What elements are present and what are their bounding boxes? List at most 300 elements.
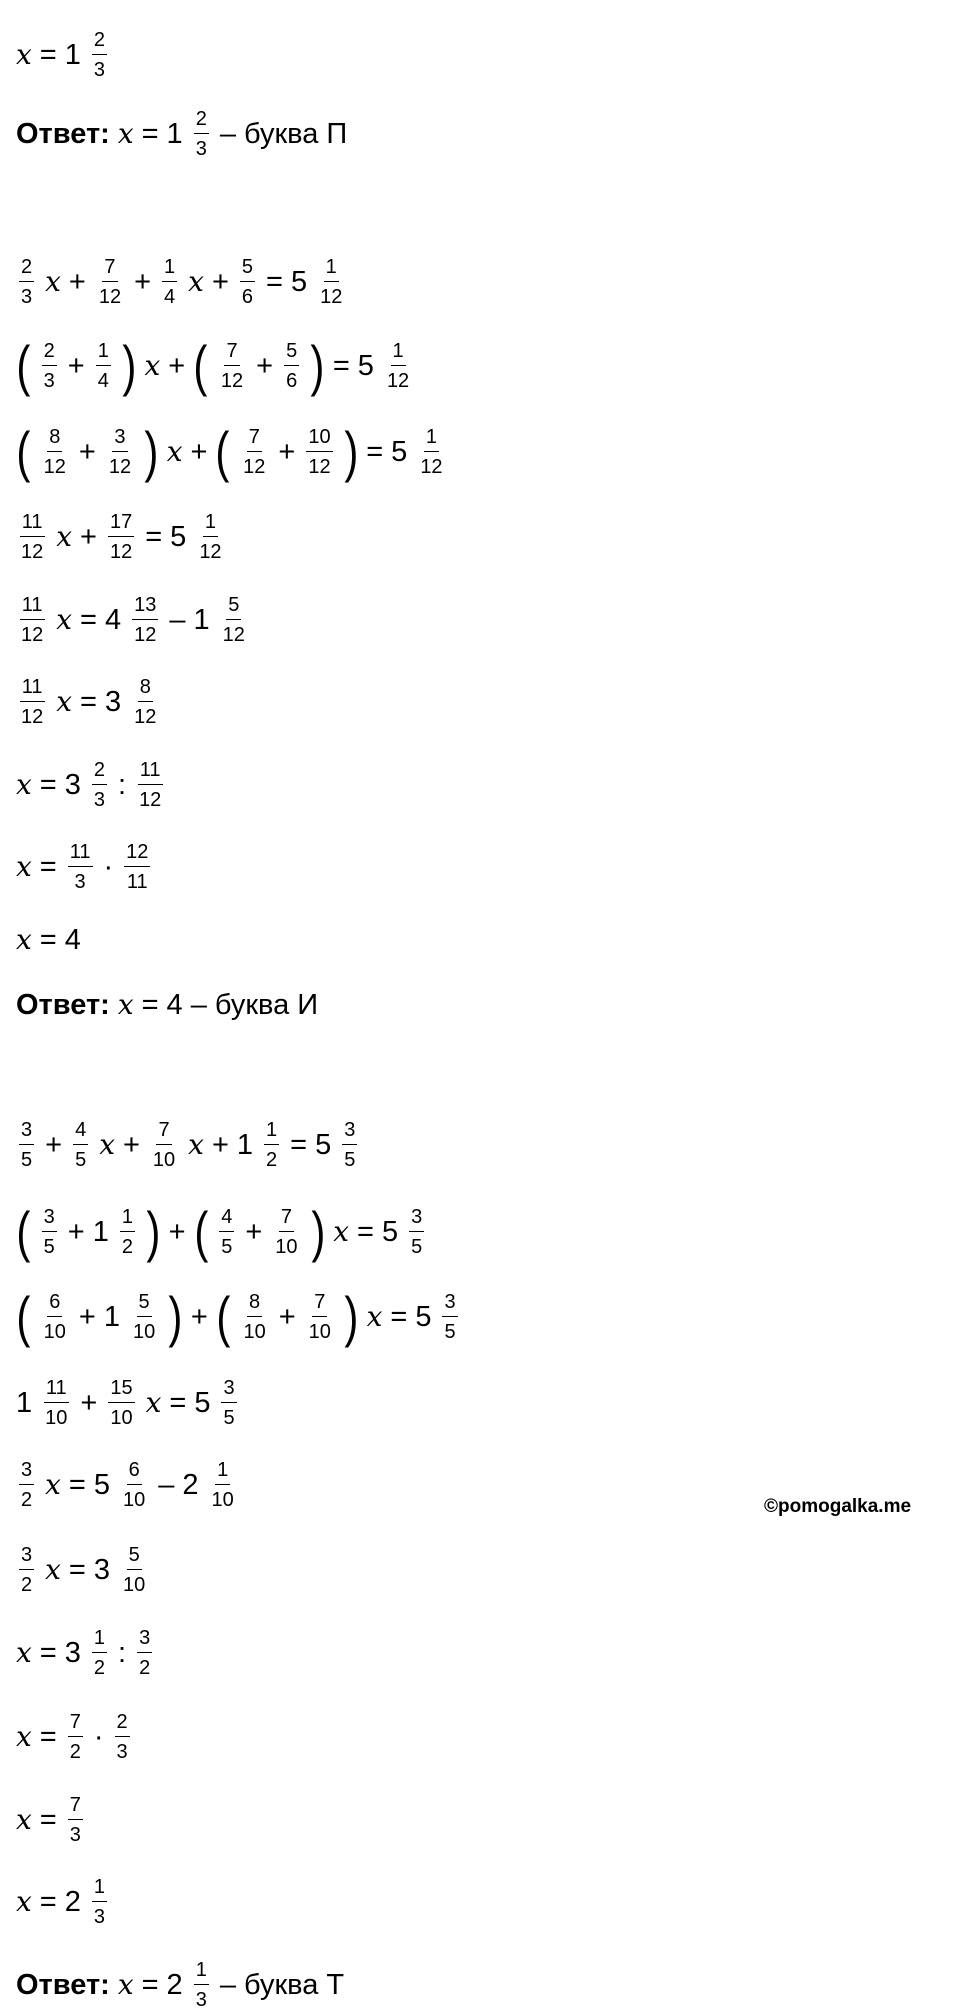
numerator: 2: [92, 760, 107, 785]
numerator: 1: [162, 257, 177, 282]
variable: x: [16, 1803, 32, 1836]
open-paren: (: [216, 1285, 231, 1348]
fraction: [241, 427, 267, 477]
fraction: [151, 1120, 177, 1170]
fraction: [210, 1460, 236, 1510]
open-paren: (: [16, 334, 31, 397]
numerator: 3: [137, 1628, 152, 1653]
denominator: 10: [243, 1321, 266, 1343]
equation-line: [16, 507, 235, 567]
fraction: [42, 1292, 68, 1342]
close-paren: ): [344, 1285, 359, 1348]
equation-line: [16, 1790, 94, 1850]
open-paren: (: [215, 420, 230, 483]
operator: :: [118, 768, 127, 801]
denominator: 11: [126, 871, 148, 893]
number: 1: [103, 1300, 120, 1333]
denominator: 3: [93, 789, 105, 811]
operator: +: [278, 1300, 296, 1333]
operator: =: [39, 1720, 57, 1753]
denominator: 3: [195, 1989, 207, 2011]
equation-line: [16, 422, 456, 482]
numerator: 1: [92, 1877, 107, 1902]
denominator: 2: [139, 1657, 151, 1679]
operator: =: [39, 923, 57, 956]
equation-line: [16, 755, 174, 815]
operator: =: [39, 1636, 57, 1669]
variable: x: [16, 923, 32, 956]
close-paren: ): [146, 1200, 161, 1263]
variable: x: [117, 988, 134, 1021]
numerator: 1: [92, 1628, 107, 1653]
fraction: [107, 427, 133, 477]
operator: +: [190, 435, 208, 468]
denominator: 12: [220, 370, 244, 392]
fraction: [42, 1207, 57, 1257]
open-paren: (: [16, 1285, 31, 1348]
fraction: [19, 595, 45, 645]
operator: =: [80, 603, 97, 636]
equation-line: [16, 252, 355, 312]
fraction: [19, 677, 45, 727]
numerator: 3: [221, 1378, 236, 1403]
number: 5: [391, 435, 408, 468]
operator: +: [278, 435, 296, 468]
close-paren: ): [310, 1200, 325, 1263]
close-paren: ): [168, 1285, 183, 1348]
denominator: 10: [308, 1321, 331, 1343]
operator: +: [67, 349, 85, 382]
fraction: [73, 1120, 88, 1170]
numerator: 7: [68, 1795, 83, 1820]
variable: x: [366, 1300, 383, 1333]
operator: +: [78, 1300, 96, 1333]
variable: x: [16, 1720, 32, 1753]
denominator: 10: [275, 1236, 298, 1258]
numerator: 12: [124, 842, 150, 867]
number: 5: [357, 349, 374, 382]
numerator: 7: [68, 1712, 83, 1737]
operator: –: [158, 1468, 175, 1501]
operator: ·: [93, 1720, 104, 1753]
answer-label: Ответ:: [16, 988, 110, 1021]
operator: =: [39, 1803, 57, 1836]
number: 3: [93, 1553, 110, 1586]
number: 3: [104, 685, 122, 718]
fraction: [409, 1207, 424, 1257]
operator: +: [68, 265, 86, 298]
numerator: 2: [19, 257, 34, 282]
numerator: 3: [342, 1120, 357, 1145]
denominator: 5: [21, 1149, 33, 1171]
operator: +: [78, 435, 96, 468]
open-paren: (: [16, 420, 31, 483]
number: 1: [193, 603, 210, 636]
number: 4: [64, 923, 81, 956]
number: 2: [166, 1968, 183, 2001]
variable: x: [45, 1468, 61, 1501]
equation-line: [16, 910, 89, 970]
variable: x: [166, 435, 183, 468]
fraction: [241, 1292, 267, 1342]
denominator: 10: [123, 1489, 146, 1511]
fraction: [121, 1460, 147, 1510]
denominator: 12: [134, 706, 157, 728]
denominator: 3: [93, 1906, 105, 1928]
fraction: [137, 1628, 152, 1678]
equation-line: [16, 1115, 368, 1175]
equation-line: [16, 672, 169, 732]
variable: x: [188, 265, 204, 298]
variable: x: [117, 1968, 134, 2001]
denominator: 12: [108, 456, 132, 478]
answer-letter: – буква Т: [219, 1968, 345, 2001]
fraction: [194, 1960, 209, 2010]
fraction: [19, 512, 45, 562]
denominator: 12: [222, 624, 245, 646]
numerator: 17: [108, 512, 134, 537]
fraction: [108, 1378, 134, 1428]
numerator: 5: [240, 257, 255, 282]
number: 4: [166, 988, 183, 1021]
operator: +: [168, 349, 186, 382]
denominator: 5: [221, 1236, 233, 1258]
numerator: 5: [284, 341, 299, 366]
number: 5: [415, 1300, 432, 1333]
fraction: [42, 341, 57, 391]
denominator: 10: [45, 1407, 68, 1429]
numerator: 7: [156, 1120, 171, 1145]
fraction: [385, 341, 411, 391]
operator: +: [190, 1300, 208, 1333]
operator: =: [39, 1885, 57, 1918]
fraction: [162, 257, 177, 307]
fraction: [92, 760, 107, 810]
number: 5: [194, 1386, 211, 1419]
denominator: 5: [75, 1149, 87, 1171]
open-paren: (: [193, 1200, 208, 1263]
equation-line: [16, 1373, 248, 1433]
fraction: [131, 1292, 157, 1342]
denominator: 3: [93, 59, 105, 81]
denominator: 2: [121, 1236, 133, 1258]
denominator: 12: [109, 541, 133, 563]
number: 1: [16, 1386, 33, 1419]
equation-line: [16, 1287, 469, 1347]
numerator: 5: [127, 1545, 142, 1570]
answer-label: Ответ:: [16, 117, 110, 150]
denominator: 10: [132, 1321, 156, 1343]
numerator: 1: [264, 1120, 279, 1145]
denominator: 12: [243, 456, 266, 478]
close-paren: ): [310, 334, 325, 397]
number: 2: [64, 1885, 81, 1918]
operator: =: [141, 1968, 159, 2001]
variable: x: [16, 768, 32, 801]
answer-line: [16, 104, 347, 164]
operator: –: [169, 603, 186, 636]
denominator: 2: [69, 1741, 81, 1763]
variable: x: [45, 1553, 61, 1586]
watermark: ©pomogalka.me: [764, 1496, 912, 1517]
numerator: 1: [324, 257, 339, 282]
fraction: [318, 257, 344, 307]
numerator: 10: [306, 427, 332, 452]
number: 2: [182, 1468, 199, 1501]
numerator: 3: [442, 1292, 457, 1317]
denominator: 12: [420, 456, 443, 478]
fraction: [221, 1378, 236, 1428]
numerator: 3: [42, 1207, 57, 1232]
answer-line: [16, 975, 318, 1035]
equation-line: [16, 1623, 163, 1683]
variable: x: [145, 1386, 162, 1419]
denominator: 12: [43, 456, 66, 478]
number: 3: [64, 1636, 81, 1669]
fraction: [219, 341, 245, 391]
operator: =: [290, 1128, 308, 1161]
operator: +: [211, 1128, 229, 1161]
equation-line: [16, 590, 258, 650]
fraction: [96, 341, 111, 391]
operator: +: [80, 1386, 98, 1419]
operator: +: [134, 265, 152, 298]
operator: +: [245, 1215, 263, 1248]
operator: +: [122, 1128, 140, 1161]
number: 1: [236, 1128, 254, 1161]
numerator: 3: [19, 1460, 34, 1485]
operator: +: [256, 349, 274, 382]
fraction: [442, 1292, 457, 1342]
operator: =: [39, 850, 57, 883]
equation-line: [16, 1707, 141, 1767]
numerator: 1: [96, 341, 111, 366]
numerator: 11: [20, 677, 45, 702]
denominator: 5: [444, 1321, 456, 1343]
operator: +: [168, 1215, 186, 1248]
numerator: 1: [194, 1960, 209, 1985]
numerator: 2: [115, 1712, 130, 1737]
number: 5: [290, 265, 308, 298]
fraction: [132, 595, 158, 645]
denominator: 12: [21, 624, 44, 646]
denominator: 12: [98, 286, 122, 308]
denominator: 10: [43, 1321, 66, 1343]
numerator: 11: [20, 595, 45, 620]
denominator: 5: [344, 1149, 356, 1171]
fraction: [42, 427, 68, 477]
variable: x: [56, 603, 73, 636]
denominator: 10: [152, 1149, 176, 1171]
denominator: 12: [320, 286, 343, 308]
numerator: 3: [409, 1207, 424, 1232]
equation-line: [16, 1202, 435, 1262]
operator: ·: [103, 850, 114, 883]
operator: =: [145, 520, 163, 553]
equation-line: [16, 1540, 158, 1600]
answer-letter: – буква П: [219, 117, 348, 150]
denominator: 3: [195, 138, 207, 160]
variable: x: [45, 265, 61, 298]
numerator: 5: [226, 595, 241, 620]
variable: x: [188, 1128, 204, 1161]
operator: =: [39, 768, 57, 801]
variable: x: [16, 1885, 32, 1918]
numerator: 6: [47, 1292, 62, 1317]
numerator: 4: [73, 1120, 88, 1145]
numerator: 13: [132, 595, 158, 620]
fraction: [19, 257, 34, 307]
operator: =: [169, 1386, 187, 1419]
numerator: 2: [92, 30, 107, 55]
number: 5: [381, 1215, 399, 1248]
denominator: 10: [211, 1489, 234, 1511]
denominator: 3: [21, 286, 33, 308]
fraction: [108, 512, 134, 562]
fraction: [137, 760, 163, 810]
operator: =: [68, 1553, 86, 1586]
fraction: [307, 1292, 333, 1342]
operator: =: [357, 1215, 374, 1248]
operator: =: [366, 435, 384, 468]
fraction: [19, 1545, 34, 1595]
denominator: 6: [286, 370, 298, 392]
equation-line: [16, 336, 422, 396]
operator: +: [211, 265, 229, 298]
equation-line: [16, 1455, 247, 1515]
numerator: 1: [120, 1207, 135, 1232]
operator: +: [45, 1128, 63, 1161]
numerator: 11: [68, 842, 93, 867]
fraction: [273, 1207, 299, 1257]
close-paren: ): [144, 420, 159, 483]
operator: =: [332, 349, 350, 382]
numerator: 7: [247, 427, 262, 452]
variable: x: [16, 38, 32, 71]
numerator: 11: [138, 760, 163, 785]
numerator: 3: [19, 1545, 34, 1570]
denominator: 3: [74, 871, 86, 893]
numerator: 2: [194, 109, 209, 134]
open-paren: (: [193, 334, 208, 397]
denominator: 5: [223, 1407, 235, 1429]
fraction: [306, 427, 332, 477]
number: 1: [92, 1215, 109, 1248]
operator: =: [390, 1300, 408, 1333]
operator: =: [141, 988, 159, 1021]
denominator: 12: [21, 541, 44, 563]
denominator: 12: [308, 456, 331, 478]
variable: x: [56, 520, 73, 553]
number: 5: [170, 520, 187, 553]
numerator: 8: [47, 427, 62, 452]
fraction: [197, 512, 223, 562]
fraction: [124, 842, 150, 892]
number: 3: [64, 768, 81, 801]
numerator: 6: [127, 1460, 142, 1485]
operator: +: [67, 1215, 85, 1248]
denominator: 12: [134, 624, 157, 646]
operator: =: [266, 265, 283, 298]
denominator: 3: [43, 370, 55, 392]
numerator: 3: [112, 427, 127, 452]
number: 5: [93, 1468, 110, 1501]
numerator: 4: [219, 1207, 234, 1232]
variable: x: [16, 1636, 32, 1669]
variable: x: [144, 349, 161, 382]
close-paren: ): [122, 334, 137, 397]
denominator: 5: [411, 1236, 423, 1258]
equation-line: [16, 837, 161, 897]
answer-letter: – буква И: [190, 988, 319, 1021]
fraction: [19, 1120, 34, 1170]
number: 4: [104, 603, 122, 636]
fraction: [92, 1628, 107, 1678]
denominator: 2: [21, 1574, 33, 1596]
denominator: 2: [266, 1149, 278, 1171]
denominator: 4: [97, 370, 109, 392]
operator: =: [68, 1468, 86, 1501]
open-paren: (: [16, 1200, 31, 1263]
denominator: 2: [21, 1489, 33, 1511]
fraction: [240, 257, 255, 307]
variable: x: [16, 850, 32, 883]
denominator: 10: [123, 1574, 146, 1596]
numerator: 11: [20, 512, 45, 537]
denominator: 6: [241, 286, 254, 308]
fraction: [68, 1712, 83, 1762]
operator: =: [39, 38, 57, 71]
number: 1: [64, 38, 81, 71]
fraction: [68, 842, 93, 892]
variable: x: [333, 1215, 349, 1248]
answer-label: Ответ:: [16, 1968, 110, 2001]
equation-line: [16, 1872, 118, 1932]
numerator: 7: [224, 341, 239, 366]
numerator: 8: [138, 677, 153, 702]
fraction: [92, 30, 107, 80]
fraction: [120, 1207, 135, 1257]
numerator: 5: [137, 1292, 152, 1317]
operator: =: [141, 117, 159, 150]
close-paren: ): [343, 420, 358, 483]
fraction: [115, 1712, 130, 1762]
variable: x: [99, 1128, 115, 1161]
denominator: 5: [43, 1236, 55, 1258]
numerator: 11: [44, 1378, 69, 1403]
numerator: 7: [312, 1292, 327, 1317]
denominator: 12: [139, 789, 162, 811]
denominator: 12: [199, 541, 222, 563]
numerator: 8: [247, 1292, 262, 1317]
fraction: [68, 1795, 83, 1845]
equation-line: [16, 25, 118, 85]
fraction: [221, 595, 247, 645]
denominator: 12: [21, 706, 44, 728]
fraction: [132, 677, 158, 727]
denominator: 4: [164, 286, 176, 308]
numerator: 1: [203, 512, 218, 537]
fraction: [19, 1460, 34, 1510]
fraction: [194, 109, 209, 159]
fraction: [418, 427, 444, 477]
denominator: 12: [386, 370, 410, 392]
fraction: [97, 257, 123, 307]
numerator: 15: [108, 1378, 134, 1403]
variable: x: [56, 685, 73, 718]
variable: x: [117, 117, 134, 150]
fraction: [121, 1545, 147, 1595]
